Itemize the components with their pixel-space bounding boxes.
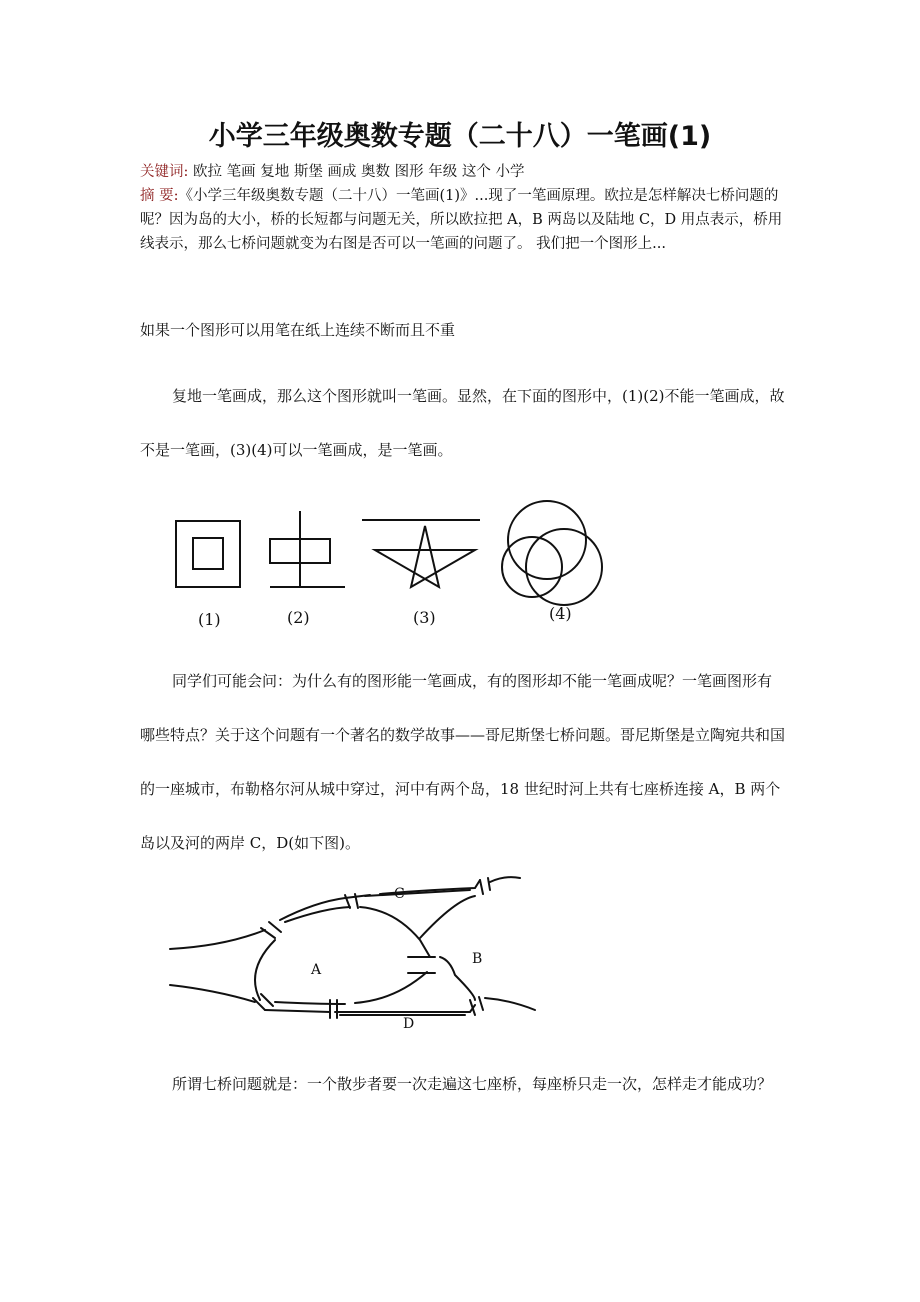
label-c: C — [394, 886, 405, 902]
paragraph-1: 如果一个图形可以用笔在纸上连续不断而且不重 — [140, 321, 456, 339]
south-bank-right-curve — [335, 1005, 475, 1012]
summary-block — [140, 184, 785, 256]
island-a-outline — [255, 907, 430, 1004]
paragraph-4: 所谓七桥问题就是：一个散步者要一次走遍这七座桥，每座桥只走一次，怎样走才能成功？ — [172, 1075, 773, 1093]
shape-4-circle-right — [526, 529, 602, 605]
label-b: B — [472, 951, 483, 967]
keywords-line — [140, 160, 785, 184]
bridge-1 — [261, 928, 275, 938]
bridge-7b — [479, 997, 483, 1010]
south-bank-lower-curve — [265, 1010, 330, 1012]
keywords-label: 关键词: — [140, 164, 189, 180]
figure-1-caption-2: (2) — [287, 608, 310, 627]
figure-1-caption-1: (1) — [198, 610, 221, 629]
island-b-outline — [420, 896, 475, 1000]
shape-1-inner-square — [193, 538, 223, 569]
south-bank-curve — [170, 985, 255, 1002]
south-bank-far-right — [485, 998, 535, 1010]
figure-seven-bridges — [165, 860, 545, 1040]
north-bank-far-right — [490, 877, 520, 882]
paragraph-3: 同学们可能会问：为什么有的图形能一笔画成，有的图形却不能一笔画成呢？一笔画图形有哪些特点？关于这个问题有一个著名的数学故事——哥尼斯堡七桥问题。哥尼斯堡是立陶宛共和国的一座城市，布勒格尔河从城中穿过，河中有两个岛，18 世纪时河上共有七座桥连接 A，B 两个岛以及河的两岸 C，D(如下图)。 — [140, 672, 786, 852]
shape-3-star — [375, 526, 475, 587]
figure-1-caption-4: (4) — [549, 604, 572, 623]
label-a: A — [311, 962, 322, 978]
bridge-6 — [480, 880, 483, 894]
bridge-3b — [261, 994, 273, 1006]
north-bank-curve — [170, 930, 265, 949]
page-title: 小学三年级奥数专题（二十八）一笔画(1) — [208, 121, 712, 152]
summary-label: 摘 要: — [140, 188, 179, 204]
shape-1-outer-square — [176, 521, 240, 587]
figure-1-caption-3: (3) — [413, 608, 436, 627]
paragraph-2: 复地一笔画成，那么这个图形就叫一笔画。显然，在下面的图形中，(1)(2)不能一笔画成，故不是一笔画，(3)(4)可以一笔画成，是一笔画。 — [140, 387, 785, 459]
summary-text: 《小学三年级奥数专题（二十八）一笔画(1)》...现了一笔画原理。欧拉是怎样解决七桥问题的呢？因为岛的大小，桥的长短都与问题无关，所以欧拉把 A，B 两岛以及陆地 C，D 用点表示，桥用线表示，那么七桥问题就变为右图是否可以一笔画的问题了。 我们把一个图形上... — [140, 188, 783, 252]
label-d: D — [403, 1016, 415, 1032]
keywords-text: 欧拉 笔画 复地 斯堡 画成 奥数 图形 年级 这个 小学 — [193, 164, 525, 180]
bridge-6b — [488, 878, 490, 890]
bridge-1b — [269, 922, 281, 932]
